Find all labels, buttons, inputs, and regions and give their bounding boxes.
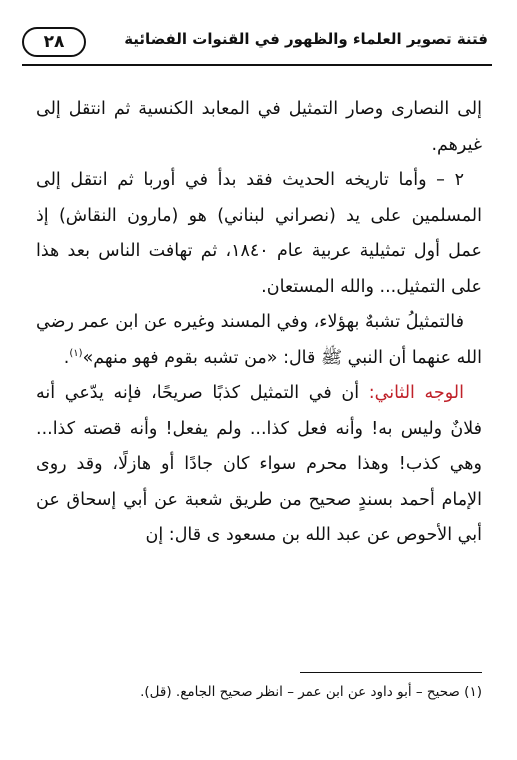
paragraph-4-text: أن في التمثيل كذبًا صريحًا، فإنه يدّعي أنه فلانٌ وليس به! وأنه فعل كذا... ولم يفعل! وأنه قصته كذا... وهي كذب! وهذا محرم سواء كان جادًا أو هازلًا، وقد روى الإمام أحمد بسندٍ صحيح من طريق شعبة عن أبي إسحاق عن أبي الأحوص عن عبد الله بن مسعود ى قال: إن xyxy=(36,383,482,545)
footnote-reference: (١) xyxy=(69,347,83,359)
paragraph-3-text: فالتمثيلُ تشبهٌ بهؤلاء، وفي المسند وغيره عن ابن عمر رضي الله عنهما أن النبي ﷺ قال: «من تشبه بقوم فهو منهم» xyxy=(36,312,482,368)
footnote-divider xyxy=(300,672,482,673)
page-number: ٢٨ xyxy=(22,27,86,57)
paragraph-3: فالتمثيلُ تشبهٌ بهؤلاء، وفي المسند وغيره عن ابن عمر رضي الله عنهما أن النبي ﷺ قال: «من تشبه بقوم فهو منهم»$^{(١)}$. xyxy=(36,312,482,368)
paragraph-2: ٢ – وأما تاريخه الحديث فقد بدأ في أوربا ثم انتقل إلى المسلمين على يد (نصراني لبناني) هو (مارون النقاش) إذ عمل أول تمثيلية عربية عام ١٨٤٠، ثم تهافت الناس بعد هذا على التمثيل... والله المستعان. xyxy=(36,170,482,297)
page-header xyxy=(22,24,492,68)
header-divider xyxy=(22,64,492,66)
main-text xyxy=(36,92,482,554)
footnote: (١) صحيح – أبو داود عن ابن عمر – انظر صحيح الجامع. (قل). xyxy=(140,684,482,700)
running-title: فتنة تصوير العلماء والظهور في القنوات الفضائية xyxy=(124,30,488,48)
paragraph-1: إلى النصارى وصار التمثيل في المعابد الكنسية ثم انتقل إلى غيرهم. xyxy=(36,99,482,155)
paragraph-4 xyxy=(36,376,482,554)
section-heading: الوجه الثاني: xyxy=(368,383,464,403)
